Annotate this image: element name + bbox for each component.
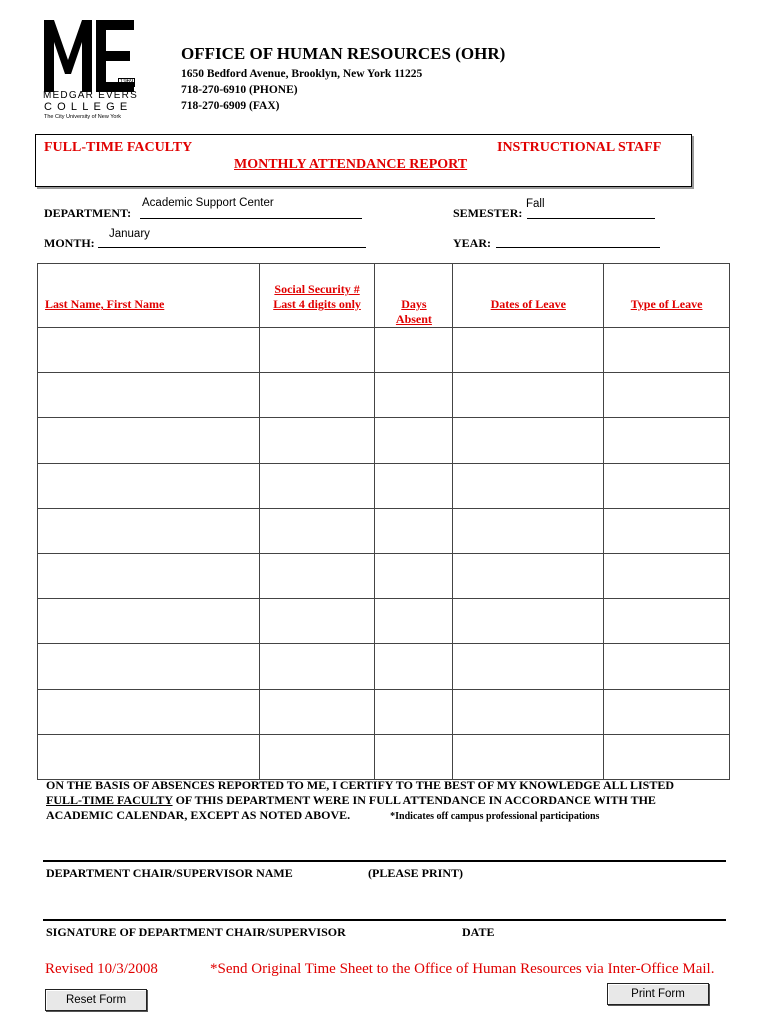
cell-type-of-leave[interactable] (604, 508, 730, 553)
cell-dates-of-leave[interactable] (453, 463, 604, 508)
cell-days-absent[interactable] (375, 418, 453, 463)
department-field[interactable] (140, 218, 362, 219)
cert-note: *Indicates off campus professional participations (390, 811, 600, 822)
table-row (38, 553, 730, 598)
table-row (38, 508, 730, 553)
col-days-line2: Absent (395, 312, 432, 326)
semester-field[interactable] (527, 218, 655, 219)
cell-type-of-leave[interactable] (604, 553, 730, 598)
cell-name[interactable] (38, 418, 260, 463)
cell-name[interactable] (38, 463, 260, 508)
table-row (38, 644, 730, 689)
col-ssn-line1: Social Security # (274, 282, 360, 296)
office-address: 1650 Bedford Avenue, Brooklyn, New York 11225 (181, 68, 423, 80)
cell-name[interactable] (38, 553, 260, 598)
department-label: DEPARTMENT: (44, 206, 132, 220)
office-phone: 718-270-6910 (PHONE) (181, 84, 298, 96)
print-form-button[interactable]: Print Form (607, 983, 709, 1005)
year-field[interactable] (496, 247, 660, 248)
cell-type-of-leave[interactable] (604, 328, 730, 373)
cell-type-of-leave[interactable] (604, 689, 730, 734)
cell-ssn[interactable] (259, 599, 375, 644)
instructional-staff-label: INSTRUCTIONAL STAFF (497, 140, 662, 155)
cell-name[interactable] (38, 644, 260, 689)
semester-value[interactable]: Fall (526, 198, 545, 210)
cell-name[interactable] (38, 689, 260, 734)
cell-type-of-leave[interactable] (604, 418, 730, 463)
revised-date: Revised 10/3/2008 (45, 961, 158, 977)
cell-days-absent[interactable] (375, 689, 453, 734)
logo-year: 1969 (120, 79, 134, 85)
cell-ssn[interactable] (259, 328, 375, 373)
cell-type-of-leave[interactable] (604, 373, 730, 418)
logo-college-word: COLLEGE (44, 101, 133, 113)
month-label: MONTH: (44, 236, 95, 250)
cell-name[interactable] (38, 328, 260, 373)
col-ssn-header (259, 264, 375, 328)
cell-ssn[interactable] (259, 734, 375, 779)
cell-dates-of-leave[interactable] (453, 599, 604, 644)
cell-ssn[interactable] (259, 373, 375, 418)
cell-dates-of-leave[interactable] (453, 508, 604, 553)
footer-instruction: *Send Original Time Sheet to the Office of Human Resources via Inter-Office Mail. (210, 961, 715, 977)
cell-ssn[interactable] (259, 644, 375, 689)
cell-ssn[interactable] (259, 508, 375, 553)
cell-ssn[interactable] (259, 418, 375, 463)
cell-days-absent[interactable] (375, 373, 453, 418)
cell-dates-of-leave[interactable] (453, 328, 604, 373)
cell-ssn[interactable] (259, 689, 375, 734)
cell-days-absent[interactable] (375, 508, 453, 553)
cell-days-absent[interactable] (375, 734, 453, 779)
col-name-header: Last Name, First Name (38, 264, 260, 328)
table-header-row (38, 264, 730, 328)
table-row (38, 463, 730, 508)
table-row (38, 689, 730, 734)
table-row (38, 328, 730, 373)
date-label: DATE (462, 925, 495, 939)
signature-label: SIGNATURE OF DEPARTMENT CHAIR/SUPERVISOR (46, 925, 346, 939)
office-fax: 718-270-6909 (FAX) (181, 100, 280, 112)
table-row (38, 599, 730, 644)
cell-days-absent[interactable] (375, 328, 453, 373)
year-label: YEAR: (453, 236, 491, 250)
cell-dates-of-leave[interactable] (453, 373, 604, 418)
cert-line3-text: ACADEMIC CALENDAR, EXCEPT AS NOTED ABOVE. (46, 808, 351, 822)
cell-days-absent[interactable] (375, 644, 453, 689)
department-value[interactable]: Academic Support Center (142, 197, 274, 209)
cell-dates-of-leave[interactable] (453, 689, 604, 734)
col-days-header (375, 264, 453, 328)
cell-dates-of-leave[interactable] (453, 734, 604, 779)
col-days-line1: Days (401, 297, 427, 311)
chair-name-line[interactable] (43, 860, 726, 862)
please-print-label: (PLEASE PRINT) (368, 866, 464, 880)
cell-name[interactable] (38, 373, 260, 418)
table-row (38, 373, 730, 418)
cell-dates-of-leave[interactable] (453, 553, 604, 598)
cert-line2-rest: OF THIS DEPARTMENT WERE IN FULL ATTENDANCE IN ACCORDANCE WITH THE (172, 793, 656, 807)
cell-days-absent[interactable] (375, 463, 453, 508)
col-type-header: Type of Leave (604, 264, 730, 328)
cell-dates-of-leave[interactable] (453, 644, 604, 689)
report-title: MONTHLY ATTENDANCE REPORT (234, 157, 468, 172)
cell-ssn[interactable] (259, 553, 375, 598)
office-title: OFFICE OF HUMAN RESOURCES (OHR) (181, 44, 506, 63)
cell-type-of-leave[interactable] (604, 599, 730, 644)
logo-university: The City University of New York (44, 114, 122, 120)
cell-name[interactable] (38, 508, 260, 553)
cell-type-of-leave[interactable] (604, 463, 730, 508)
full-time-faculty-label: FULL-TIME FACULTY (44, 140, 193, 155)
cell-dates-of-leave[interactable] (453, 418, 604, 463)
cert-full-time-faculty: FULL-TIME FACULTY (46, 793, 173, 807)
signature-line[interactable] (43, 919, 726, 921)
semester-label: SEMESTER: (453, 206, 523, 220)
cell-type-of-leave[interactable] (604, 734, 730, 779)
col-ssn-line2: Last 4 digits only (273, 297, 361, 311)
month-value[interactable]: January (109, 228, 150, 240)
cell-days-absent[interactable] (375, 553, 453, 598)
cell-name[interactable] (38, 734, 260, 779)
table-body (38, 328, 730, 780)
cell-days-absent[interactable] (375, 599, 453, 644)
cell-ssn[interactable] (259, 463, 375, 508)
table-row (38, 734, 730, 779)
attendance-table (37, 263, 730, 780)
cert-line1: ON THE BASIS OF ABSENCES REPORTED TO ME, I CERTIFY TO THE BEST OF MY KNOWLEDGE ALL LISTED (46, 778, 675, 792)
table-row (38, 418, 730, 463)
cell-name[interactable] (38, 599, 260, 644)
cert-line2 (46, 793, 736, 808)
logo-college-name: MEDGAR EVERS (43, 90, 138, 101)
cert-line3 (46, 808, 736, 824)
cell-type-of-leave[interactable] (604, 644, 730, 689)
chair-name-label: DEPARTMENT CHAIR/SUPERVISOR NAME (46, 866, 293, 880)
col-dates-header: Dates of Leave (453, 264, 604, 328)
certification-text (46, 778, 736, 824)
month-field[interactable] (98, 247, 366, 248)
reset-form-button[interactable]: Reset Form (45, 989, 147, 1011)
